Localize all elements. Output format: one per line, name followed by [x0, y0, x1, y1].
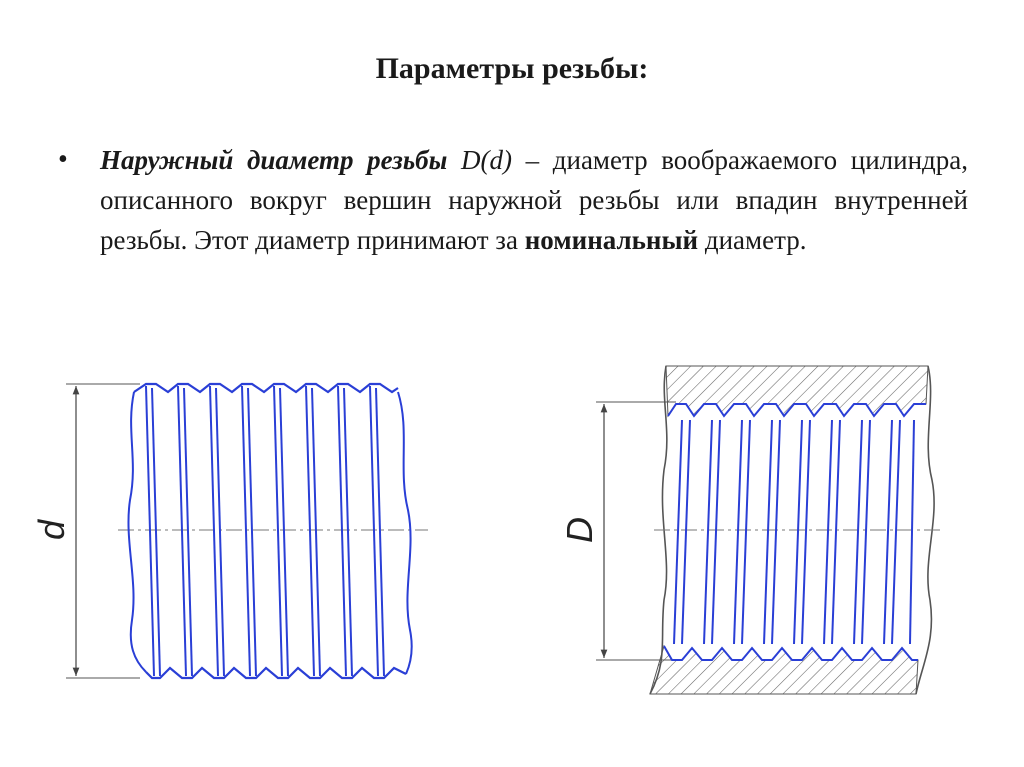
thread-lines-external: [146, 386, 384, 676]
break-edge-right: [398, 392, 412, 674]
diameter-symbol: D(d): [461, 145, 513, 175]
definition-text: – диаметр воображаемого цилиндра, описанного вокруг вершин наружной резьбы или впадин внутренней резьбы. Этот диаметр принимают за: [100, 145, 969, 255]
bullet-marker: •: [58, 144, 68, 175]
internal-thread-figure: [559, 366, 940, 694]
break-edge-left: [128, 392, 146, 672]
emphasis-nominal: номинальный: [524, 225, 699, 255]
thread-profile-top: [668, 404, 926, 416]
hatched-body-bottom: [650, 646, 918, 694]
slide-title: Параметры резьбы:: [375, 52, 649, 85]
dimension-label-D: D: [559, 517, 600, 543]
external-thread-figure: [31, 384, 428, 678]
dimension-label-d: d: [31, 519, 72, 541]
thread-profile-bottom: [664, 646, 918, 660]
term-outer-diameter: Наружный диаметр резьбы: [100, 145, 448, 175]
definition-end: диаметр.: [698, 225, 807, 255]
hatched-body-top: [666, 366, 928, 416]
crest-profile-top: [134, 384, 398, 392]
thread-lines-internal: [674, 420, 914, 644]
